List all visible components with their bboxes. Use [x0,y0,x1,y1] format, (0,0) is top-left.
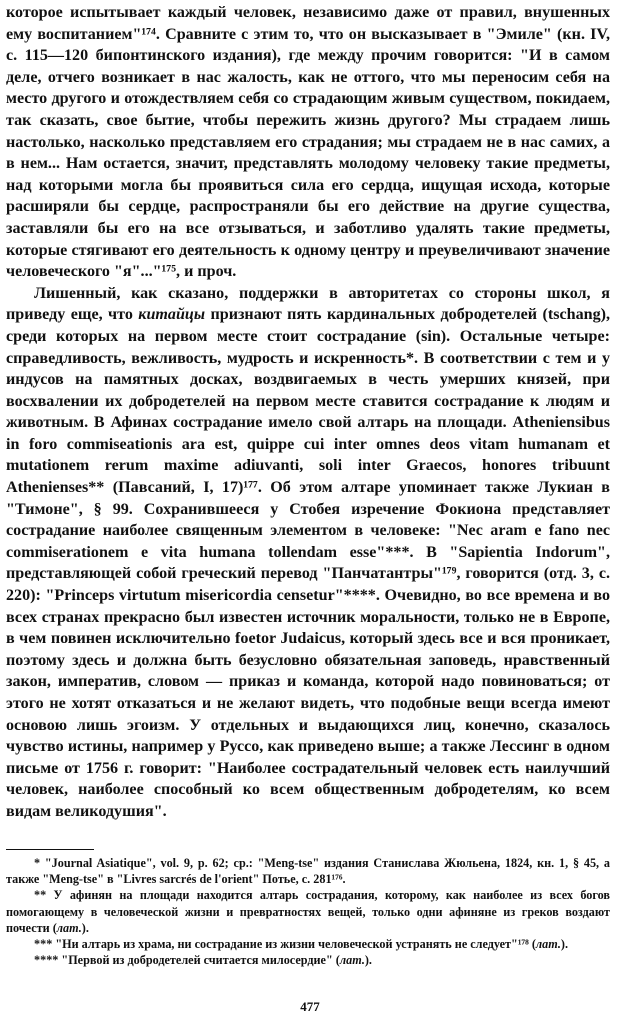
page-number: 477 [300,999,320,1014]
footnote-4 [6,952,610,968]
footnote-text: *** "Ни алтарь из храма, ни сострадание из жизни человеческой устранять не следует"¹⁷⁸ ( [34,937,536,952]
footnote-tail: ). [560,937,569,952]
footnote-2 [6,887,610,936]
emphasis-chinese: китайцы [138,306,206,324]
paragraph-text-continued: признают пять кардинальных добродетелей (tschang), среди которых на первом месте стоит сострадание (sin). Остальные четыре: справедливость, вежливость, мудрость и искренность*. В соответствии с тем и у индусов на памятных досках, воздвигаемых в честь умерших князей, при восхвалении их добродетелей на первом месте ставится сострадание к людям и животным. В Афинах сострадание имело свой алтарь на площади. Atheniensibus in foro commiseationis ara est, quippe cui inter omnes deos vitam humanam et mutationem rerum maxime adiuvanti, soli inter Graecos, honores tribuunt Athenienses** (Павсаний, I, 17)¹⁷⁷. Об этом алтаре упоминает также Лукиан в "Тимоне", § 99. Сохранившееся у Стобея изречение Фокиона представляет сострадание наиболее священным элементом в человеке: "Nec aram e fano nec commiserationem e vita humana tollendam esse"***. В "Sapientia Indorum", представляющей собой греческий перевод "Панчатантры"¹⁷⁹, говорится (отд. 3, с. 220): "Princeps virtutum misericordia censetur"****. Очевидно, во все времена и во всех странах прекрасно был известен источник моральности, только не в Европе, в чем повинен исключительно foetor Judaicus, который здесь все и вся проникает, поэтому здесь и должна быть безусловно обязательная заповедь, нравственный закон, императив, словом — приказ и команда, которой надо повиноваться; от этого не хотят отказаться и не желают видеть, что подобные вещи всегда имеют основою лишь эгоизм. У отдельных и выдающихся лиц, конечно, сказалось чувство истины, например у Руссо, как приведено выше; а также Лессинг в одном письме от 1756 г. говорит: "Наиболее сострадательный человек есть наилучший человек, наиболее способный ко всем общественным добродетелям, ко всем видам великодушия". [6,306,610,820]
footnote-1 [6,855,610,887]
paragraph-text: Лишенный, как сказано, поддержки в авторитетах со стороны школ, я приведу еще, что [6,284,610,324]
footnote-divider [6,849,94,850]
footnote-tail: ). [364,953,372,968]
paragraph-compassion-virtue [6,283,610,823]
footnote-text: ** У афинян на площади находится алтарь сострадания, которому, как наиболее из всех богов помогающему в человеческой жизни и превратностях вещей, только одни афиняне из греков воздают почести ( [6,888,610,935]
footnote-text: **** "Первой из добродетелей считается милосердие" ( [34,953,340,968]
footnote-text: * "Journal Asiatique", vol. 9, p. 62; ср.: "Meng-tse" издания Станислава Жюльена, 1824, кн. 1, § 45, а также "Meng-tse" в "Livres sarcrés de l'orient" Потье, с. 281¹⁷⁶. [6,856,610,887]
footnote-lang-note: лат. [56,920,82,935]
main-text [6,2,610,823]
footnote-tail: ). [81,920,89,935]
footnote-3 [6,936,610,952]
footnote-lang-note: лат. [535,937,561,952]
paragraph-rousseau-quote: которое испытывает каждый человек, независимо даже от правил, внушенных ему воспитанием"¹⁷⁴. Сравните с этим то, что он высказывает в "Эмиле" (кн. IV, с. 115—120 бипонтинского издания), где между прочим говорится: "И в самом деле, отчего возникает в нас жалость, как не оттого, что мы переносим себя на место другого и отождествляем себя со страдающим живым существом, покидаем, так сказать, свое бытие, чтобы пережить жизнь другого? Мы страдаем лишь настолько, насколько представляем его страдания; мы страдаем не в нас самих, а в нем... Нам остается, значит, представлять молодому человеку такие предметы, над которыми могла бы проявиться сила его сердца, ищущая исхода, которые расширяли бы сердце, распространяли бы его действие на другие существа, заставляли бы его на все отзываться, и заботливо удалять такие предметы, которые стягивают его деятельность к одному центру и преувеличивают значение человеческого "я"..."¹⁷⁵, и проч. [6,4,610,281]
footnote-lang-note: лат. [339,953,365,968]
footnotes [6,855,610,968]
